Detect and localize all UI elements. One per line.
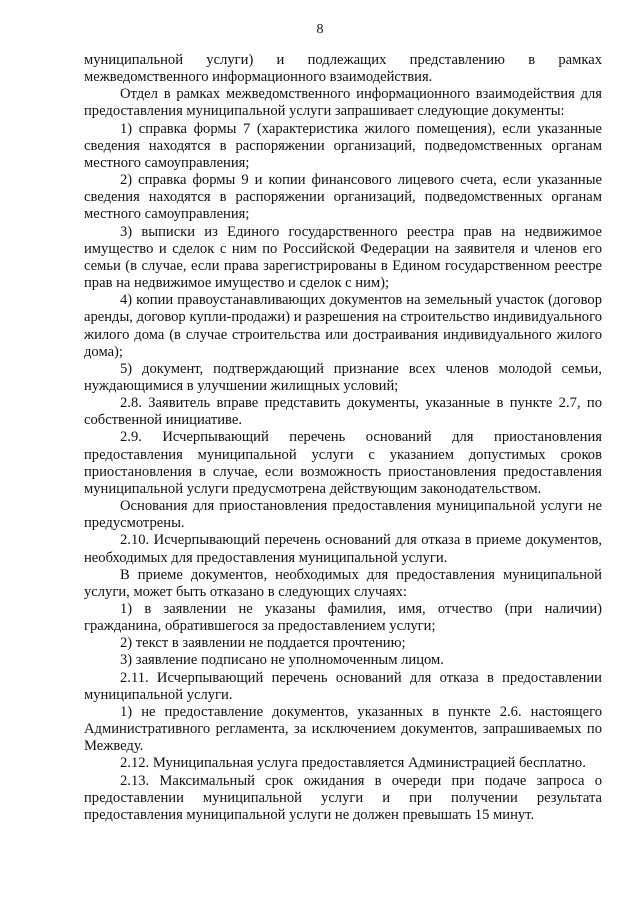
paragraph: 2.11. Исчерпывающий перечень оснований для отказа в предоставлении муниципальной услуги. (84, 669, 602, 703)
paragraph: В приеме документов, необходимых для предоставления муниципальной услуги, может быть отказано в следующих случаях: (84, 566, 602, 600)
paragraph: 1) в заявлении не указаны фамилия, имя, отчество (при наличии) гражданина, обратившегося за предоставлением услуги; (84, 601, 602, 635)
paragraph: Отдел в рамках межведомственного информационного взаимодействия для предоставления муниципальной услуги запрашивает следующие документы: (84, 86, 602, 120)
paragraph: 2.8. Заявитель вправе представить документы, указанные в пункте 2.7, по собственной инициативе. (84, 395, 602, 429)
paragraph: Основания для приостановления предоставления муниципальной услуги не предусмотрены. (84, 498, 602, 532)
paragraph: 5) документ, подтверждающий признание всех членов молодой семьи, нуждающимися в улучшении жилищных условий; (84, 360, 602, 394)
paragraph: 3) заявление подписано не уполномоченным лицом. (120, 652, 444, 669)
paragraph: 2.10. Исчерпывающий перечень оснований для отказа в приеме документов, необходимых для предоставления муниципальной услуги. (84, 532, 602, 566)
paragraph: 1) справка формы 7 (характеристика жилого помещения), если указанные сведения находятся в распоряжении организаций, подведомственных органам местного самоуправления; (84, 120, 602, 171)
paragraph: муниципальной услуги) и подлежащих представлению в рамках межведомственного информационного взаимодействия. (84, 52, 602, 86)
paragraph: 1) не предоставление документов, указанных в пункте 2.6. настоящего Административного регламента, за исключением документов, запрашиваемых по Межведу. (84, 703, 602, 755)
paragraph: 2.9. Исчерпывающий перечень оснований для приостановления предоставления муниципальной услуги с указанием допустимых сроков приостановления в случае, если возможность приостановления предоставления муниципальной услуги предусмотрена действующим законодательством. (84, 429, 602, 497)
paragraph: 2.12. Муниципальная услуга предоставляется Администрацией бесплатно. (120, 755, 586, 772)
paragraph: 4) копии правоустанавливающих документов на земельный участок (договор аренды, договор купли-продажи) и разрешения на строительство индивидуального жилого дома (в случае строительства или достраивания индивидуального жилого дома); (84, 292, 602, 360)
page-number: 8 (316, 22, 324, 37)
paragraph: 2) текст в заявлении не поддается прочтению; (120, 635, 406, 652)
paragraph: 3) выписки из Единого государственного реестра прав на недвижимое имущество и сделок с ним по Российской Федерации на заявителя и членов его семьи (в случае, если права зарегистрированы в Едином государственном реестре прав на недвижимое имущество и сделок с ним); (84, 223, 602, 292)
paragraph: 2.13. Максимальный срок ожидания в очереди при подаче запроса о предоставлении муниципальной услуги и при получении результата предоставления муниципальной услуги не должен превышать 15 минут. (84, 772, 602, 823)
document-body (84, 52, 602, 824)
paragraph: 2) справка формы 9 и копии финансового лицевого счета, если указанные сведения находятся в распоряжении организаций, подведомственных органам местного самоуправления; (84, 172, 602, 223)
